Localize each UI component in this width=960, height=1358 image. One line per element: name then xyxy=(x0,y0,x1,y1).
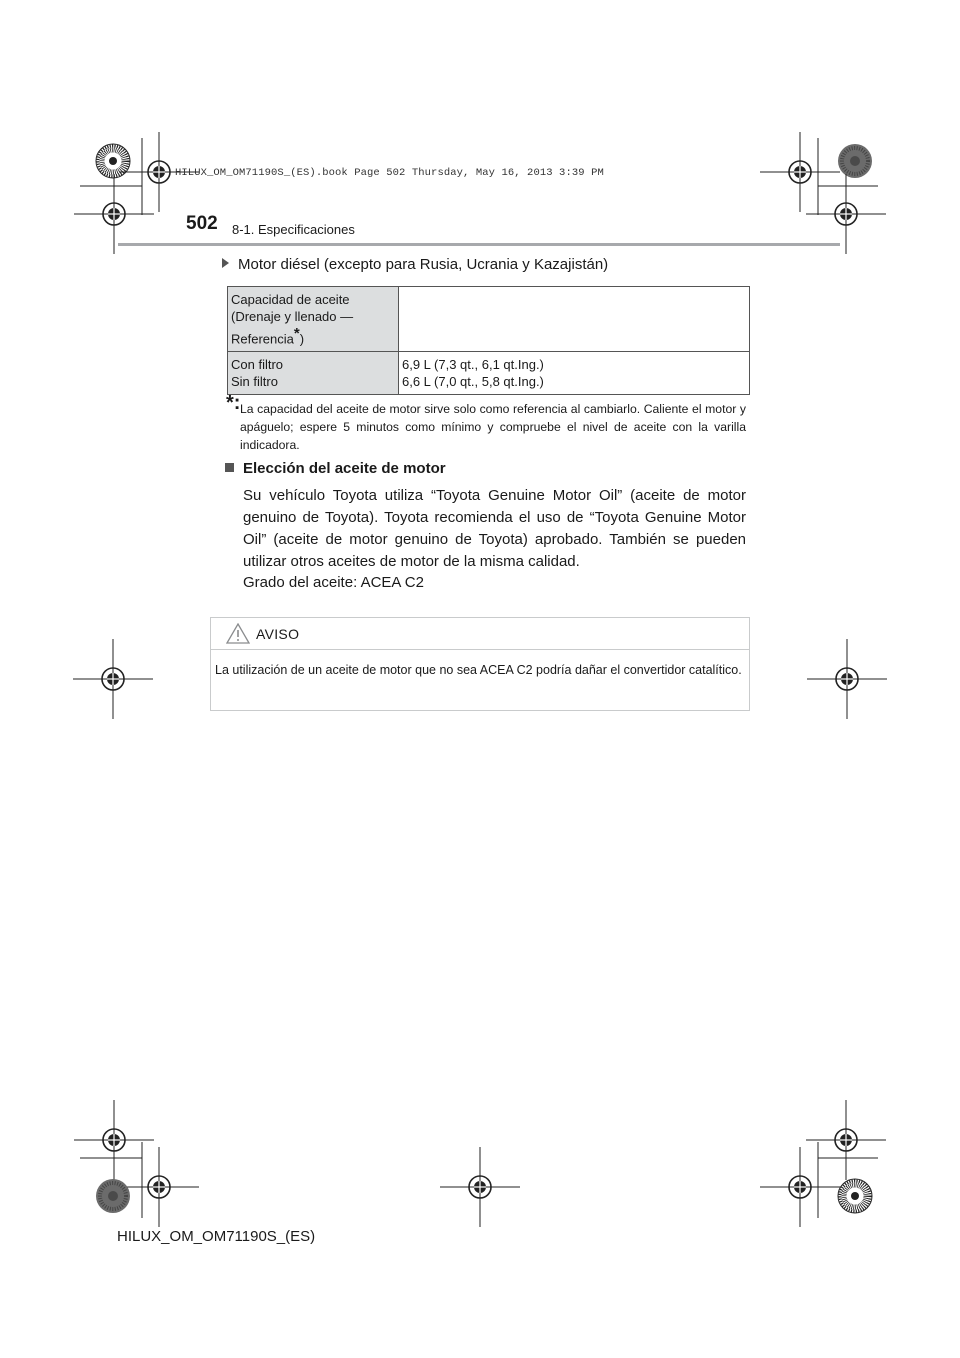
body-paragraph: Su vehículo Toyota utiliza “Toyota Genuine Motor Oil” (aceite de motor genuino de Toyota). Toyota recomienda el uso de “Toyota Genuine Motor Oil” (aceite de motor genuino de Toyota) aprobado. También se pueden utilizar otros aceites de motor de la misma calidad. xyxy=(243,487,746,570)
triangle-bullet-icon xyxy=(222,258,229,268)
book-stamp: HILUX_OM_OM71190S_(ES).book Page 502 Thursday, May 16, 2013 3:39 PM xyxy=(175,167,604,179)
section-heading xyxy=(225,460,446,477)
footnote-marker: *: xyxy=(226,392,241,414)
table-row xyxy=(228,287,750,352)
table-label-cell xyxy=(228,287,399,352)
capacity-label: Capacidad de aceite xyxy=(231,292,350,307)
footnote xyxy=(226,392,746,454)
reference-star: * xyxy=(293,325,300,342)
without-filter-label: Sin filtro xyxy=(231,374,278,390)
subheading xyxy=(222,256,608,273)
header-rule xyxy=(118,243,840,246)
notice-box xyxy=(210,617,750,711)
table-value-cell xyxy=(399,352,750,395)
subheading-text: Motor diésel (excepto para Rusia, Ucrania y Kazajistán) xyxy=(238,256,609,273)
notice-title: AVISO xyxy=(256,626,300,642)
oil-capacity-table xyxy=(227,286,750,395)
notice-body: La utilización de un aceite de motor que no sea ACEA C2 podría dañar el convertidor catalítico. xyxy=(215,663,742,677)
footer-doc-code: HILUX_OM_OM71190S_(ES) xyxy=(117,1228,316,1245)
table-label-cell xyxy=(228,352,399,395)
drain-fill-label: (Drenaje y llenado — xyxy=(231,309,354,324)
notice-header xyxy=(211,618,749,650)
footnote-text: La capacidad del aceite de motor sirve solo como referencia al cambiarlo. Caliente el motor y apáguelo; espere 5 minutos como mínimo y compruebe el nivel de aceite con la varilla indicadora. xyxy=(240,402,746,452)
table-value-cell xyxy=(399,287,750,352)
page-number: 502 xyxy=(186,213,218,234)
square-bullet-icon xyxy=(225,463,234,472)
with-filter-label: Con filtro xyxy=(231,357,284,373)
oil-grade: Grado del aceite: ACEA C2 xyxy=(243,574,424,591)
reference-close: ) xyxy=(299,331,305,347)
warning-triangle-icon xyxy=(226,623,250,644)
section-title: 8-1. Especificaciones xyxy=(232,222,355,237)
with-filter-value: 6,9 L (7,3 qt., 6,1 qt.Ing.) xyxy=(402,357,544,373)
table-row xyxy=(228,352,750,395)
reference-label: Referencia xyxy=(231,331,294,347)
without-filter-value: 6,6 L (7,0 qt., 5,8 qt.Ing.) xyxy=(402,374,544,390)
section-heading-text: Elección del aceite de motor xyxy=(243,460,446,477)
